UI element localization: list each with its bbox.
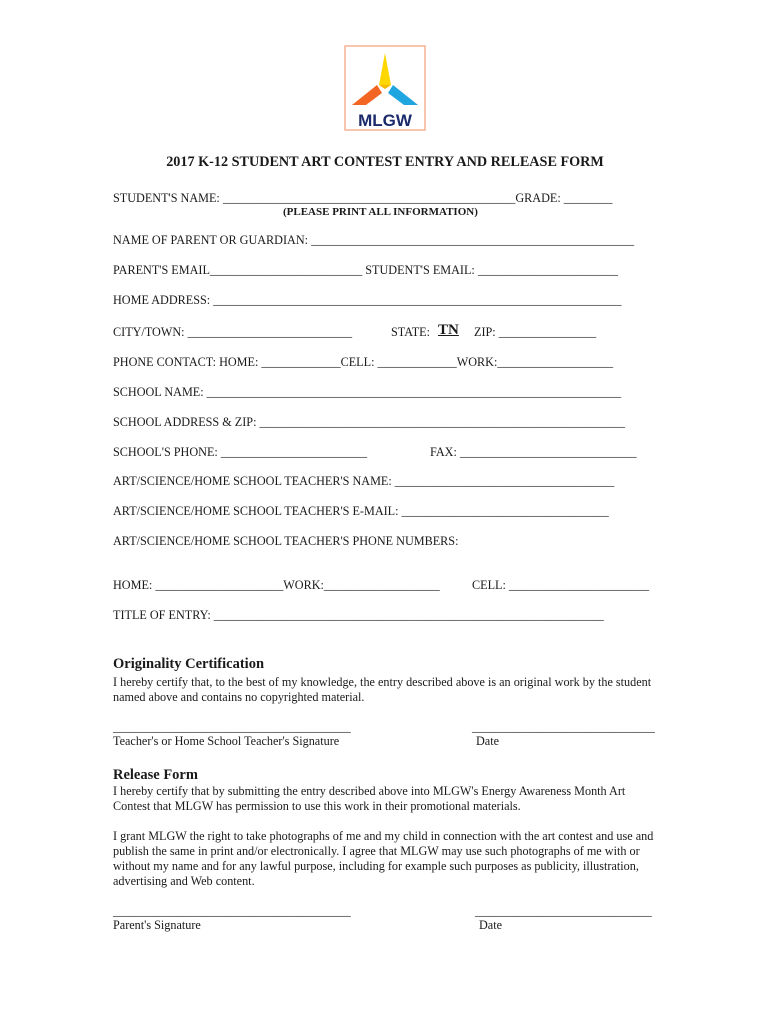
parent-signature-label: Parent's Signature xyxy=(113,918,201,932)
teacher-date-label: Date xyxy=(476,734,500,748)
teacher-phone-label: ART/SCIENCE/HOME SCHOOL TEACHER'S PHONE NUMBERS: xyxy=(113,534,459,548)
school-name-field[interactable]: SCHOOL NAME: ____________________________________________________________________ xyxy=(113,385,622,399)
originality-text: I hereby certify that, to the best of my knowledge, the entry described above is an original work by the student named above and contains no copyrighted material. xyxy=(113,675,652,704)
school-address-field[interactable]: SCHOOL ADDRESS & ZIP: ____________________________________________________________ xyxy=(113,415,626,429)
fax-field[interactable]: FAX: _____________________________ xyxy=(430,445,637,459)
teacher-signature-line[interactable]: _______________________________________ xyxy=(113,720,351,734)
form-title: 2017 K-12 STUDENT ART CONTEST ENTRY AND RELEASE FORM xyxy=(166,154,604,170)
state-value[interactable]: TN xyxy=(438,322,459,338)
release-heading: Release Form xyxy=(113,767,198,783)
teacher-signature-label: Teacher's or Home School Teacher's Signature xyxy=(113,734,340,748)
teacher-email-field[interactable]: ART/SCIENCE/HOME SCHOOL TEACHER'S E-MAIL: __________________________________ xyxy=(113,504,609,518)
logo-text: MLGW xyxy=(358,111,412,130)
mlgw-logo xyxy=(344,45,426,131)
cell-field[interactable]: CELL: _______________________ xyxy=(472,578,650,592)
title-of-entry-field[interactable]: TITLE OF ENTRY: ________________________________________________________________ xyxy=(113,608,604,622)
release-text-1: I hereby certify that by submitting the entry described above into MLGW's Energy Awareness Month Art Contest that MLGW has permission to use this work in their promotional materials. xyxy=(113,784,626,813)
school-phone-field[interactable]: SCHOOL'S PHONE: ________________________ xyxy=(113,445,368,459)
mlgw-logo-icon xyxy=(344,45,426,131)
state-label: STATE: xyxy=(391,325,430,339)
city-field[interactable]: CITY/TOWN: ___________________________ xyxy=(113,325,353,339)
parent-name-field[interactable]: NAME OF PARENT OR GUARDIAN: _____________________________________________________ xyxy=(113,233,635,247)
home-work-field[interactable]: HOME: _____________________WORK:___________________ xyxy=(113,578,440,592)
parent-date-label: Date xyxy=(479,918,503,932)
print-note: (PLEASE PRINT ALL INFORMATION) xyxy=(283,206,478,218)
parent-signature-line[interactable]: _______________________________________ xyxy=(113,904,351,918)
parent-date-line[interactable]: _____________________________ xyxy=(475,904,652,918)
teacher-name-field[interactable]: ART/SCIENCE/HOME SCHOOL TEACHER'S NAME: ____________________________________ xyxy=(113,474,615,488)
zip-field[interactable]: ZIP: ________________ xyxy=(474,325,597,339)
parent-email-field[interactable]: PARENT'S EMAIL_________________________ STUDENT'S EMAIL: _______________________ xyxy=(113,263,618,277)
originality-heading: Originality Certification xyxy=(113,656,265,672)
home-address-field[interactable]: HOME ADDRESS: ___________________________________________________________________ xyxy=(113,293,622,307)
release-text-2: I grant MLGW the right to take photographs of me and my child in connection with the art contest and use and publish the same in print and/or electronically. I agree that MLGW may use such photographs of me with or without my name and for any lawful purpose, including for example such purposes as publicity, illustration, advertising and Web content. xyxy=(113,829,654,888)
student-name-field[interactable]: STUDENT'S NAME: ________________________________________________GRADE: ________ xyxy=(113,191,613,205)
teacher-date-line[interactable]: ______________________________ xyxy=(472,720,655,734)
phone-contact-field[interactable]: PHONE CONTACT: HOME: _____________CELL: _____________WORK:___________________ xyxy=(113,355,614,369)
